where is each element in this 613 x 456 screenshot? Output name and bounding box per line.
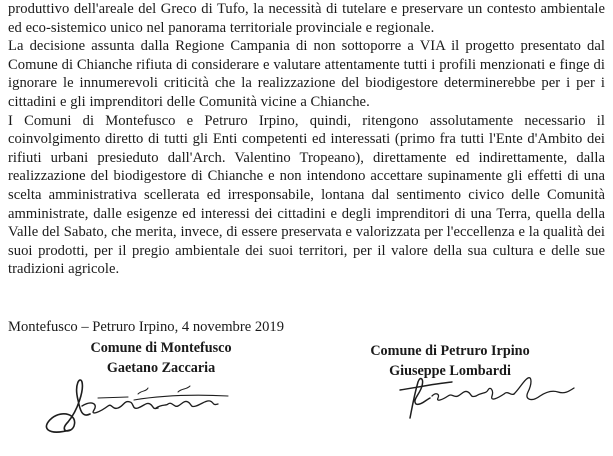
signatory-office: Comune di Petruro Irpino xyxy=(370,343,530,359)
handwritten-signature-right xyxy=(392,368,582,423)
signatory-office: Comune di Montefusco xyxy=(90,340,232,356)
signatory-name: Giuseppe Lombardi xyxy=(389,363,511,379)
signatory-name: Gaetano Zaccaria xyxy=(106,360,216,376)
handwritten-signature-left xyxy=(38,370,238,440)
paragraph-1: produttivo dell'areale del Greco di Tufo, la necessità di tutelare e preservare un contesto ambientale ed eco-sistemico unico nel panorama territoriale provinciale e regionale. xyxy=(8,1,605,36)
document-body xyxy=(8,0,605,279)
paragraph-3: I Comuni di Montefusco e Petruro Irpino, quindi, ritengono assolutamente necessario il coinvolgimento diretto di tutti gli Enti competenti ed interessati (primo fra tutti l'Ente d'Ambito dei rifiuti urbani presieduto dall'Arch. Valentino Tropeano), direttamente ed indirettamente, dalla realizzazione del biodigestore di Chianche e non intendono accettare supinamente gli effetti di una scelta amministrativa scellerata ed irresponsabile, lontana dal sentimento civico delle Comunità amministrate, dalle esigenze ed interessi dei cittadini e degli imprenditori di una Terra, quella della Valle del Sabato, che merita, invece, di essere preservata e valorizzata per l'eccellenza e la qualità dei suoi prodotti, per il pregio ambientale dei suoi territori, per il valore della sua cultura e delle sue tradizioni agricole. xyxy=(8,112,605,278)
place-date: Montefusco – Petruro Irpino, 4 novembre 2019 xyxy=(8,319,285,335)
paragraph-2: La decisione assunta dalla Regione Campania di non sottoporre a VIA il progetto presentato dal Comune di Chianche rifiuta di considerare e valutare attentamente tutti i profili menzionati e finge di ignorare le innumerevoli criticità che la realizzazione del biodigestore determinerebbe per i per i cittadini e gli imprenditori delle Comunità vicine a Chianche. xyxy=(8,38,605,110)
